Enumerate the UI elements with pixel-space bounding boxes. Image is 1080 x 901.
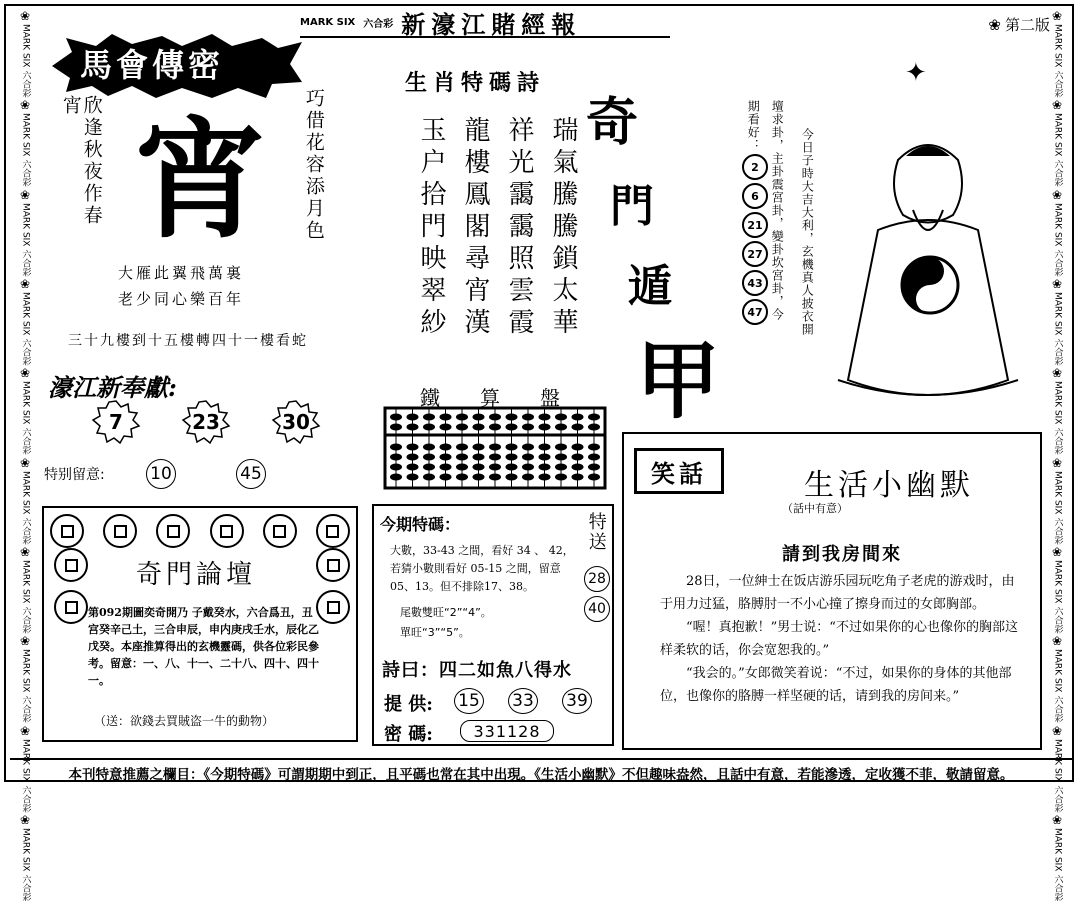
haojiang-number: 7 (109, 410, 123, 434)
story-paragraph: “我会的。”女郎微笑着说：“不过，如果你的身体的其他部位，也像你的胳膊一样坚硬的话，请到我的房间来。” (660, 666, 1012, 704)
abacus-bead (506, 474, 518, 481)
abacus-illustration (384, 407, 606, 489)
coin-icon (103, 514, 137, 548)
edition-label (988, 14, 1050, 35)
abacus-bead (456, 464, 468, 471)
floor-hint-line: 三十九樓到十五樓轉四十一樓看蛇 (68, 333, 308, 349)
abacus-bead (407, 444, 419, 451)
flower-icon: ❀ (1051, 277, 1063, 292)
poem-character: 作 (80, 183, 103, 205)
poem-column: 瑞氣騰騰鎖太華 (548, 116, 578, 340)
coin-icon (263, 514, 297, 548)
side-strip-label: MARK SIX 六合彩 (1052, 292, 1063, 366)
humor-title: 生活小幽默 (804, 468, 974, 503)
special-number-circle: 45 (236, 459, 266, 489)
side-strip-label: MARK SIX 六合彩 (1052, 470, 1063, 545)
coin-icon (50, 514, 84, 548)
abacus-bead (506, 424, 518, 431)
abacus-bead (522, 454, 534, 461)
banner-title: 馬會傳密 (80, 46, 225, 84)
divination-number: 43 (742, 270, 768, 296)
coin-icon (54, 548, 88, 582)
side-strip-label: MARK SIX 六合彩 (1052, 24, 1063, 98)
side-strip-label: MARK SIX 六合彩 (20, 24, 31, 98)
divination-number: 2 (742, 154, 768, 180)
abacus-bead (572, 454, 584, 461)
side-strip-label: MARK SIX 六合彩 (1052, 202, 1063, 277)
abacus-bead (440, 474, 452, 481)
flower-icon: ❀ (1051, 723, 1063, 738)
poem-column: 祥光靄靄照雲霞 (504, 116, 534, 340)
abacus-bead (588, 414, 600, 421)
side-strip-label: MARK SIX 六合彩 (20, 560, 31, 634)
coin-row (50, 514, 350, 548)
abacus-bead (522, 414, 534, 421)
side-strip-label: MARK SIX 六合彩 (20, 470, 31, 545)
abacus-bead (555, 414, 567, 421)
flower-icon: ❀ (19, 187, 31, 202)
poem-character: 宵 (59, 95, 82, 117)
coin-icon (316, 548, 350, 582)
flower-icon: ❀ (19, 455, 31, 470)
abacus-bead (423, 424, 435, 431)
poem-character: 借 (302, 110, 325, 132)
haojiang-number-row (92, 400, 332, 446)
big-character: 宵 (135, 103, 266, 256)
verse-line-1: 大雁此翼飛萬裏 (118, 264, 245, 282)
abacus-bead (555, 444, 567, 451)
story-body (660, 570, 1018, 708)
left-side-strip (14, 9, 36, 901)
poem-character: 欣 (80, 95, 103, 117)
poem-column: 龍樓鳳閣尋宵漢 (460, 116, 490, 340)
special-side-number: 40 (584, 596, 610, 622)
poem-character: 月 (302, 198, 325, 220)
divination-line-2: 壇求卦，主卦震宮卦，變卦坎宮卦，今 (770, 100, 785, 321)
special-single: 單旺“3”“5”。 (400, 626, 470, 639)
flower-icon: ❀ (1051, 545, 1063, 560)
abacus-bead (456, 474, 468, 481)
sage-illustration (818, 100, 1038, 410)
poem-character: 容 (302, 154, 325, 176)
provide-number: 39 (562, 688, 592, 714)
qimen-char: 甲 (636, 331, 721, 430)
abacus-bead (522, 424, 534, 431)
secret-code: 331128 (460, 720, 554, 742)
abacus-bead (506, 444, 518, 451)
abacus-bead (572, 414, 584, 421)
side-strip-label: MARK SIX 六合彩 (1052, 113, 1063, 187)
abacus-bead (390, 464, 402, 471)
abacus-bead (588, 474, 600, 481)
abacus-bead (555, 474, 567, 481)
abacus-bead (423, 454, 435, 461)
flower-icon: ❀ (19, 634, 31, 649)
right-side-strip (1046, 9, 1068, 901)
side-strip-label: MARK SIX 六合彩 (20, 381, 31, 455)
side-strip-label: MARK SIX 六合彩 (1052, 560, 1063, 634)
haojiang-number: 30 (282, 410, 310, 434)
abacus-bead (588, 444, 600, 451)
flower-icon: ❀ (1051, 455, 1063, 470)
poem-character: 色 (302, 220, 325, 242)
poem-column: 玉户拾門映翠紗 (416, 116, 446, 340)
abacus-bead (390, 474, 402, 481)
qimen-char: 遁 (628, 261, 672, 312)
poem-character: 花 (302, 132, 325, 154)
special-code-box (372, 504, 614, 746)
abacus-bead (539, 454, 551, 461)
poem-character: 巧 (302, 88, 325, 110)
abacus-bead (423, 464, 435, 471)
abacus-bead (506, 414, 518, 421)
poem-character: 春 (80, 205, 103, 227)
side-strip-label: MARK SIX 六合彩 (20, 828, 31, 901)
abacus-bead (489, 424, 501, 431)
haojiang-title: 濠江新奉獻: (48, 373, 177, 402)
abacus-bead (456, 444, 468, 451)
abacus-bead (423, 414, 435, 421)
divination-number: 6 (742, 183, 768, 209)
flower-icon: ❀ (1051, 98, 1063, 113)
flower-icon: ❀ (19, 277, 31, 292)
abacus-bead (489, 474, 501, 481)
right-poem-column (303, 88, 324, 248)
special-body: 大數，33-43 之間，看好 34 、 42，若猜小數則看好 05-15 之間，留意05、13。但不排除17、38。 (390, 544, 574, 593)
abacus-bead (572, 464, 584, 471)
special-side-number: 28 (584, 566, 610, 592)
abacus-bead (572, 424, 584, 431)
forum-body: 第092期圖奕奇開乃 子戴癸水，六合爲丑，丑宫癸辛己土，三合申辰，申内庚戌壬水，辰化乙戊癸。本座推算得出的玄機靈碼，供各位彩民參考。留意：一、八、十一、二十八、四十、四十一。 (88, 606, 319, 687)
abacus-bead (522, 474, 534, 481)
abacus-bead (539, 474, 551, 481)
side-strip-label: MARK SIX 六合彩 (20, 649, 31, 723)
abacus-bead (456, 454, 468, 461)
coin-icon (316, 514, 350, 548)
flower-icon: ❀ (19, 545, 31, 560)
forum-box (42, 506, 358, 742)
abacus-bead (539, 444, 551, 451)
coin-icon (54, 590, 88, 624)
poem-character: 夜 (80, 161, 103, 183)
divination-number: 47 (742, 299, 768, 325)
story-paragraph: “喔！真抱歉！”男士说：“不过如果你的心也像你的胸部这样柔软的话，你会宽恕我的。” (660, 620, 1018, 658)
side-strip-label: MARK SIX 六合彩 (1052, 381, 1063, 455)
coin-column-left (54, 548, 88, 624)
verse-line-2: 老少同心樂百年 (118, 290, 245, 308)
divination-line-3: 期看好： (746, 100, 761, 152)
abacus-bead (390, 454, 402, 461)
abacus-title: 鐵算盤 (420, 386, 600, 410)
abacus-bead (473, 444, 485, 451)
abacus-bead (522, 464, 534, 471)
footer-recommendation: 本刊特意推薦之欄目：《今期特碼》可謂期期中到正，且平碼也常在其中出現。《生活小幽默》不但趣味盎然，且話中有意，若能滲透，定收獲不菲，敬請留意。 (10, 758, 1072, 786)
special-number-circle: 10 (146, 459, 176, 489)
abacus-bead (473, 414, 485, 421)
abacus-bead (440, 454, 452, 461)
abacus-bead (440, 424, 452, 431)
abacus-bead (440, 444, 452, 451)
flower-icon: ❀ (19, 9, 31, 23)
poem-character: 逢 (80, 117, 103, 139)
side-strip-label: MARK SIX 六合彩 (1052, 649, 1063, 723)
abacus-bead (588, 464, 600, 471)
abacus-bead (407, 464, 419, 471)
poem-saying: 詩曰：四二如魚八得水 (382, 660, 572, 681)
flower-icon: ❀ (1051, 9, 1063, 23)
divination-number-stack (742, 154, 766, 324)
abacus-bead (489, 454, 501, 461)
flower-icon: ❀ (19, 98, 31, 113)
haojiang-number-badge (92, 400, 140, 444)
story-paragraph: 28日，一位紳士在饭店游乐园玩吃角子老虎的游戏时，由于用力过猛，胳膊肘一不小心撞了擦身而过的女郎胸部。 (660, 574, 1015, 612)
abacus-bead (423, 444, 435, 451)
side-strip-label: MARK SIX 六合彩 (1052, 738, 1063, 813)
provide-label: 提 供: (384, 694, 433, 715)
abacus-bead (473, 474, 485, 481)
side-strip-label: MARK SIX 六合彩 (20, 202, 31, 277)
haojiang-number-badge (272, 400, 320, 444)
flower-icon: ❀ (1051, 187, 1063, 202)
abacus-bead (456, 424, 468, 431)
coin-icon (156, 514, 190, 548)
abacus-bead (522, 444, 534, 451)
abacus-bead (506, 464, 518, 471)
abacus-bead (489, 444, 501, 451)
flower-icon: ❀ (19, 723, 31, 738)
abacus-bead (572, 474, 584, 481)
abacus-bead (390, 444, 402, 451)
side-strip-label: MARK SIX 六合彩 (20, 738, 31, 813)
code-label: 密 碼: (384, 724, 433, 745)
abacus-bead (440, 414, 452, 421)
abacus-bead (506, 454, 518, 461)
flower-icon: ❀ (988, 15, 1001, 34)
abacus-bead (555, 464, 567, 471)
coin-icon (316, 590, 350, 624)
abacus-bead (423, 474, 435, 481)
forum-title: 奇門論壇 (136, 560, 257, 590)
abacus-bead (407, 414, 419, 421)
divination-number: 21 (742, 212, 768, 238)
flower-icon: ❀ (19, 366, 31, 381)
flower-icon: ❀ (19, 813, 31, 828)
abacus-bead (588, 424, 600, 431)
abacus-bead (440, 464, 452, 471)
abacus-bead (456, 414, 468, 421)
abacus-bead (407, 474, 419, 481)
provide-number: 15 (454, 688, 484, 714)
abacus-bead (390, 424, 402, 431)
poem-title: 生肖特碼詩 (405, 70, 546, 96)
coin-column-right (316, 548, 350, 624)
abacus-bead (407, 454, 419, 461)
edition-text: 第二版 (1004, 16, 1050, 34)
abacus-bead (539, 464, 551, 471)
abacus-bead (473, 424, 485, 431)
abacus-bead (390, 414, 402, 421)
poem-character: 秋 (80, 139, 103, 161)
flower-icon: ❀ (1051, 366, 1063, 381)
abacus-bead (407, 424, 419, 431)
left-poem-column (60, 95, 102, 245)
newspaper-title: 新濠江賭經報 (401, 9, 582, 39)
brand-label: MARK SIX (300, 16, 356, 28)
forum-note: （送：欲錢去買賊盗一牛的動物） (94, 714, 275, 728)
qimen-char: 門 (610, 181, 654, 232)
bat-icon: ✦ (905, 58, 927, 88)
haojiang-number: 23 (192, 410, 220, 434)
abacus-bead (572, 444, 584, 451)
abacus-bead (489, 414, 501, 421)
abacus-bead (539, 414, 551, 421)
provide-number: 33 (508, 688, 538, 714)
abacus-bead (555, 424, 567, 431)
special-title: 今期特碼： (380, 515, 461, 534)
abacus-bead (473, 454, 485, 461)
humor-box (622, 432, 1042, 750)
divination-intro: 今日子時大吉大利，玄機真人披衣開 (800, 128, 815, 336)
special-note-label: 特别留意: (44, 467, 105, 483)
divination-number: 27 (742, 241, 768, 267)
qimen-char: 奇 (586, 92, 639, 153)
story-title: 請到我房間來 (782, 544, 902, 565)
flower-icon: ❀ (1051, 813, 1063, 828)
special-tail: 尾數雙旺“2”“4”。 (400, 606, 492, 619)
abacus-bead (539, 424, 551, 431)
abacus-bead (473, 464, 485, 471)
abacus-bead (489, 464, 501, 471)
haojiang-number-badge (182, 400, 230, 444)
side-strip-label: MARK SIX 六合彩 (20, 113, 31, 187)
flower-icon: ❀ (1051, 634, 1063, 649)
brand-cn-label: 六合彩 (363, 18, 394, 30)
masthead (300, 8, 670, 38)
joke-badge: 笑話 (634, 448, 724, 494)
coin-icon (210, 514, 244, 548)
side-strip-label: MARK SIX 六合彩 (20, 292, 31, 366)
abacus-bead (555, 454, 567, 461)
poem-character: 添 (302, 176, 325, 198)
abacus-bead (588, 454, 600, 461)
humor-subtitle: （話中有意） (782, 502, 848, 515)
special-side-label: 特送 (585, 512, 607, 552)
side-strip-label: MARK SIX 六合彩 (1052, 828, 1063, 901)
